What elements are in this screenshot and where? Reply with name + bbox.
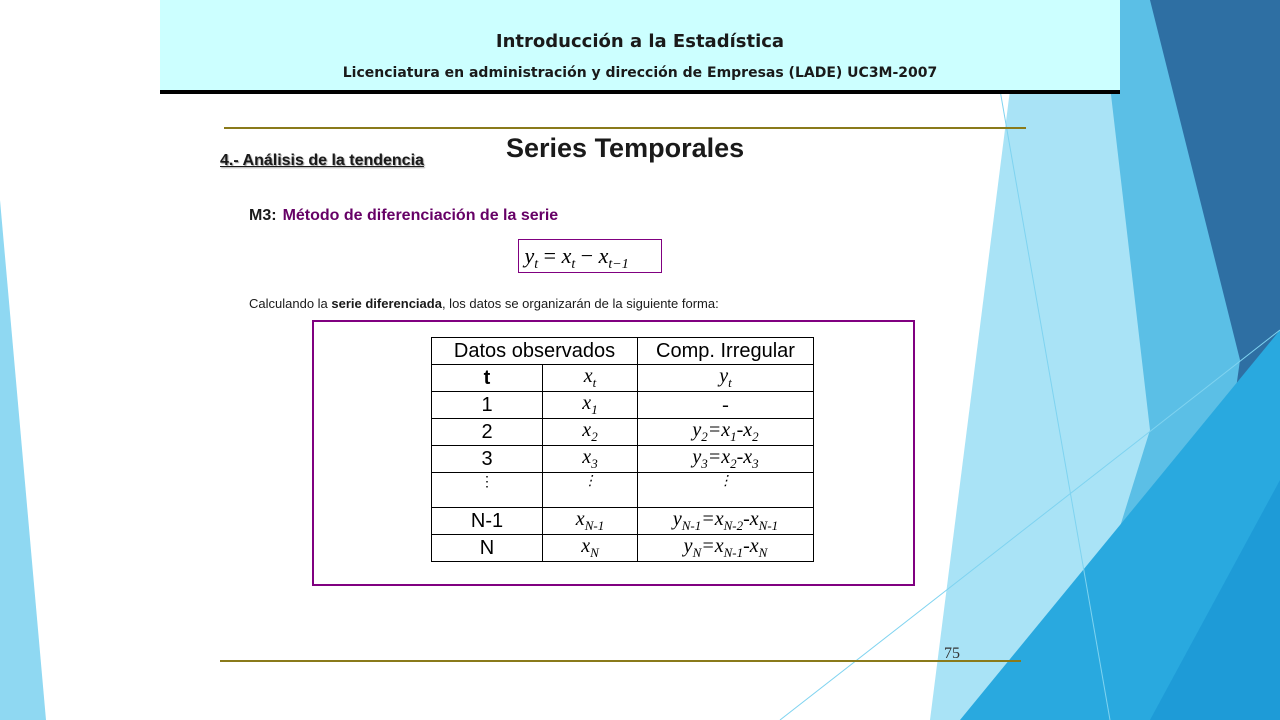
formula-x2: x — [598, 243, 609, 268]
table-row — [432, 419, 814, 446]
table-row — [432, 535, 814, 562]
table-body — [432, 392, 814, 562]
col-t: t — [432, 365, 543, 392]
cell-y: $y_N=x_{N-1}-x_N$ — [638, 535, 814, 562]
intro-post: , los datos se organizarán de la siguiente forma: — [441, 296, 719, 311]
table-row — [432, 392, 814, 419]
cell-x: ⋮ — [543, 473, 638, 508]
intro-bold: serie diferenciada — [331, 296, 442, 311]
formula-minus: − — [580, 243, 594, 268]
formula-lhs-sub: t — [534, 257, 539, 272]
table-row — [432, 473, 814, 508]
header-datos-observados: Datos observados — [432, 338, 638, 365]
diff-series-table — [431, 337, 814, 562]
header-comp-irregular: Comp. Irregular — [638, 338, 814, 365]
header-subtitle: Licenciatura en administración y dirección de Empresas (LADE) UC3M-2007 — [342, 65, 938, 81]
intro-pre: Calculando la — [249, 296, 332, 311]
cell-x: $x_1$ — [543, 392, 638, 419]
page-number: 75 — [944, 645, 960, 662]
formula-x1: x — [561, 243, 572, 268]
slide-header — [160, 0, 1120, 94]
intro-text — [249, 296, 719, 311]
cell-x: $x_{N-1}$ — [543, 508, 638, 535]
deco-left-triangle — [0, 200, 46, 720]
formula-x2-sub: t−1 — [608, 257, 629, 272]
table-colname-row — [432, 365, 814, 392]
formula-lhs: y — [524, 243, 535, 268]
cell-y: $y_2=x_1-x_2$ — [638, 419, 814, 446]
cell-y: - — [638, 392, 814, 419]
cell-y: $y_3=x_2-x_3$ — [638, 446, 814, 473]
cell-t: N — [432, 535, 543, 562]
cell-t: ⋮ — [432, 473, 543, 508]
formula-equals: = — [543, 243, 557, 268]
cell-t: 1 — [432, 392, 543, 419]
method-code: M3: — [249, 207, 277, 224]
table-row — [432, 446, 814, 473]
col-y: $y_t$ — [638, 365, 814, 392]
method-name: Método de diferenciación de la serie — [282, 207, 559, 224]
header-title: Introducción a la Estadística — [495, 31, 785, 52]
cell-t: N-1 — [432, 508, 543, 535]
formula-box — [518, 239, 662, 273]
table-row — [432, 508, 814, 535]
cell-x: $x_N$ — [543, 535, 638, 562]
cell-y: $y_{N-1}=x_{N-2}-x_{N-1}$ — [638, 508, 814, 535]
formula-x1-sub: t — [571, 257, 576, 272]
cell-x: $x_3$ — [543, 446, 638, 473]
cell-y: ⋮ — [638, 473, 814, 508]
col-x: $x_t$ — [543, 365, 638, 392]
bottom-rule — [220, 660, 1021, 662]
cell-t: 2 — [432, 419, 543, 446]
top-rule — [224, 127, 1026, 129]
cell-t: 3 — [432, 446, 543, 473]
slide-title: Series Temporales — [506, 133, 745, 163]
cell-x: $x_2$ — [543, 419, 638, 446]
table-header-row — [432, 338, 814, 365]
method-line — [249, 207, 558, 225]
section-heading: 4.- Análisis de la tendencia — [220, 152, 424, 169]
